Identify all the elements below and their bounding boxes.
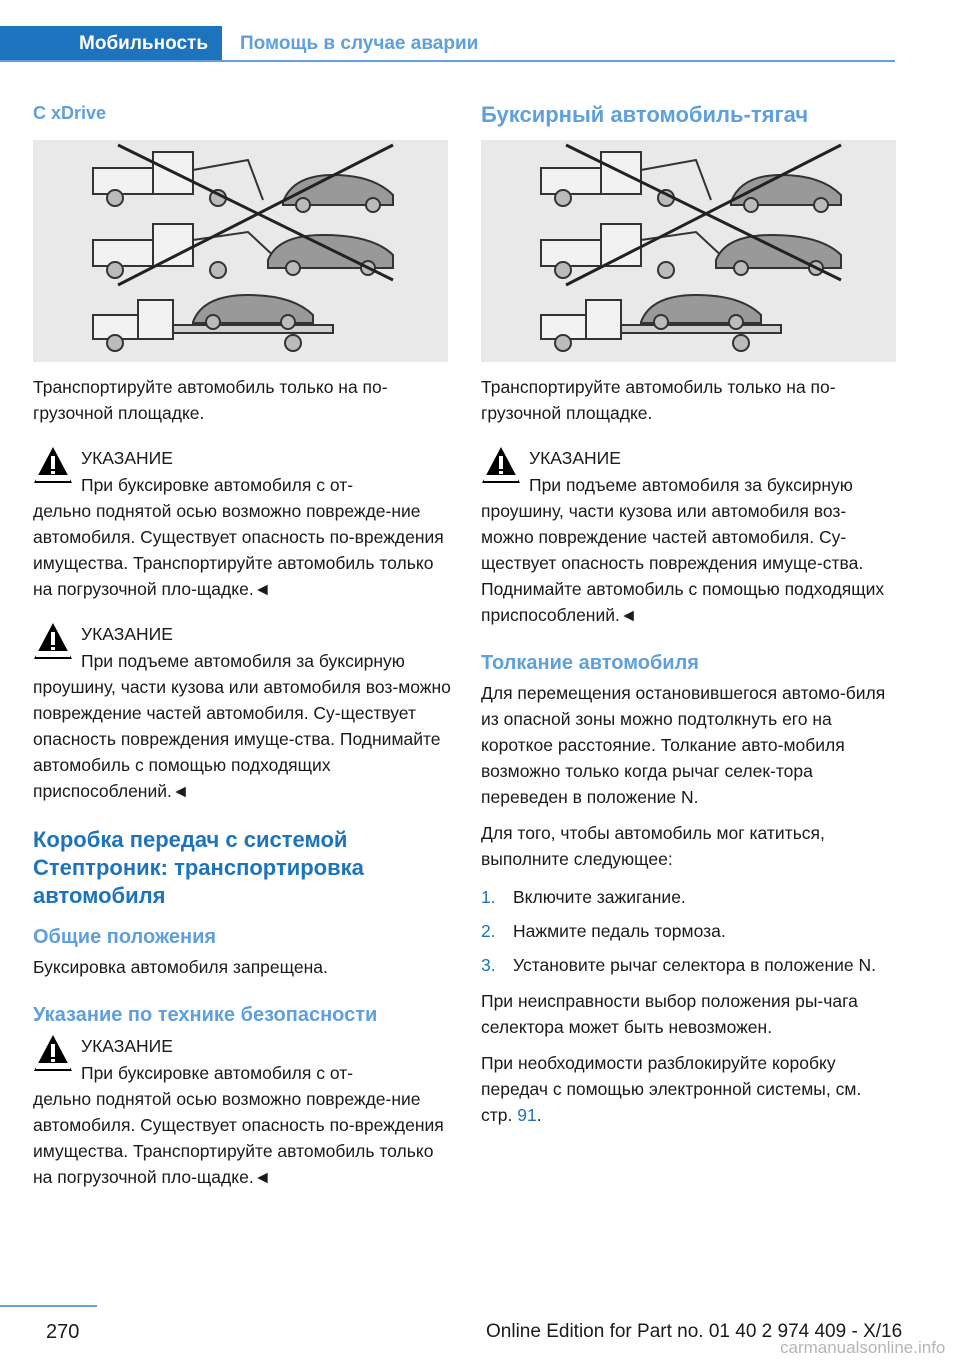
notice-text: проушину, части кузова или автомобиля воз-можно повреждение частей автомобиля. Су-ществует опасность повреждения имуще-ства. Поднимайте автомобиль с помощью подходящих приспособлений.◄ <box>481 501 885 625</box>
towing-illustration-icon <box>481 140 896 362</box>
notice-text: дельно поднятой осью возможно поврежде-ние автомобиля. Существует опасность по-вреждения имущества. Транспортируйте автомобиль только на погрузочной пло-щадке.◄ <box>33 1089 444 1187</box>
steps-list <box>481 884 896 978</box>
left-column <box>33 100 453 1190</box>
pushing-title: Толкание автомобиля <box>481 652 699 674</box>
towing-illustration-right <box>481 140 896 362</box>
towing-illustration-icon <box>33 140 448 362</box>
notice-title: УКАЗАНИЕ <box>529 448 621 468</box>
pushing-text: Для перемещения остановившегося автомо-биля из опасной зоны можно подтолкнуть его на короткое расстояние. Толкание авто-мобиля возможно только когда рычаг селек-тора переведен в положение N. <box>481 683 886 807</box>
page-reference-link[interactable]: 91 <box>517 1105 537 1125</box>
general-provisions-title: Общие положения <box>33 926 217 948</box>
unlock-text-end: . <box>536 1105 542 1125</box>
tow-truck-heading: Буксирный автомобиль-тягач <box>481 102 809 127</box>
notice-text: дельно поднятой осью возможно поврежде-ние автомобиля. Существует опасность по-вреждения имущества. Транспортируйте автомобиль только на погрузочной пло-щадке.◄ <box>33 501 444 599</box>
warning-triangle-icon <box>33 622 73 660</box>
header-divider <box>0 60 895 62</box>
figure-caption: Транспортируйте автомобиль только на по-грузочной площадке. <box>481 377 836 423</box>
tab-mobility[interactable]: Мобильность <box>0 26 222 62</box>
notice-title: УКАЗАНИЕ <box>81 1036 173 1056</box>
notice-text-first: При подъеме автомобиля за буксирную <box>529 475 853 495</box>
xdrive-heading: С xDrive <box>33 103 107 123</box>
page-number: 270 <box>46 1321 80 1343</box>
edition-info: Online Edition for Part no. 01 40 2 974 409 - X/16 <box>486 1321 903 1342</box>
notice-block <box>481 444 896 628</box>
right-column <box>481 100 896 1128</box>
notice-block <box>33 620 453 804</box>
tab-accident-help[interactable]: Помощь в случае аварии <box>240 33 479 54</box>
notice-text-first: При буксировке автомобиля с от- <box>81 475 354 495</box>
steptronic-section-title: Коробка передач с системой Стептроник: транспортировка автомобиля <box>33 827 364 908</box>
step-number: 1. <box>481 887 496 907</box>
unlock-text: При необходимости разблокируйте коробку передач с помощью электронной системы, см. стр. <box>481 1053 862 1125</box>
footer-divider <box>0 1305 97 1307</box>
list-item <box>481 884 896 910</box>
general-provisions-text: Буксировка автомобиля запрещена. <box>33 957 328 977</box>
rolling-text: Для того, чтобы автомобиль мог катиться, выполните следующее: <box>481 823 825 869</box>
notice-text-first: При подъеме автомобиля за буксирную <box>81 651 405 671</box>
notice-title: УКАЗАНИЕ <box>81 624 173 644</box>
warning-triangle-icon <box>33 446 73 484</box>
list-item <box>481 952 896 978</box>
safety-note-title: Указание по технике безопасности <box>33 1004 378 1026</box>
notice-block <box>33 444 453 602</box>
step-text: Нажмите педаль тормоза. <box>513 921 726 941</box>
malfunction-text: При неисправности выбор положения ры-чага селектора может быть невозможен. <box>481 991 858 1037</box>
watermark: carmanualsonline.info <box>780 1338 946 1357</box>
step-number: 3. <box>481 955 496 975</box>
notice-text-first: При буксировке автомобиля с от- <box>81 1063 354 1083</box>
step-number: 2. <box>481 921 496 941</box>
warning-triangle-icon <box>481 446 521 484</box>
figure-caption: Транспортируйте автомобиль только на по-грузочной площадке. <box>33 377 388 423</box>
step-text: Установите рычаг селектора в положение N. <box>513 955 877 975</box>
unlock-text-block <box>481 1050 896 1128</box>
warning-triangle-icon <box>33 1034 73 1072</box>
notice-block <box>33 1032 453 1190</box>
notice-text: проушину, части кузова или автомобиля воз-можно повреждение частей автомобиля. Су-ществует опасность повреждения имуще-ства. Поднимайте автомобиль с помощью подходящих приспособлений.◄ <box>33 677 451 801</box>
list-item <box>481 918 896 944</box>
notice-title: УКАЗАНИЕ <box>81 448 173 468</box>
step-text: Включите зажигание. <box>513 887 686 907</box>
towing-illustration-left <box>33 140 448 362</box>
